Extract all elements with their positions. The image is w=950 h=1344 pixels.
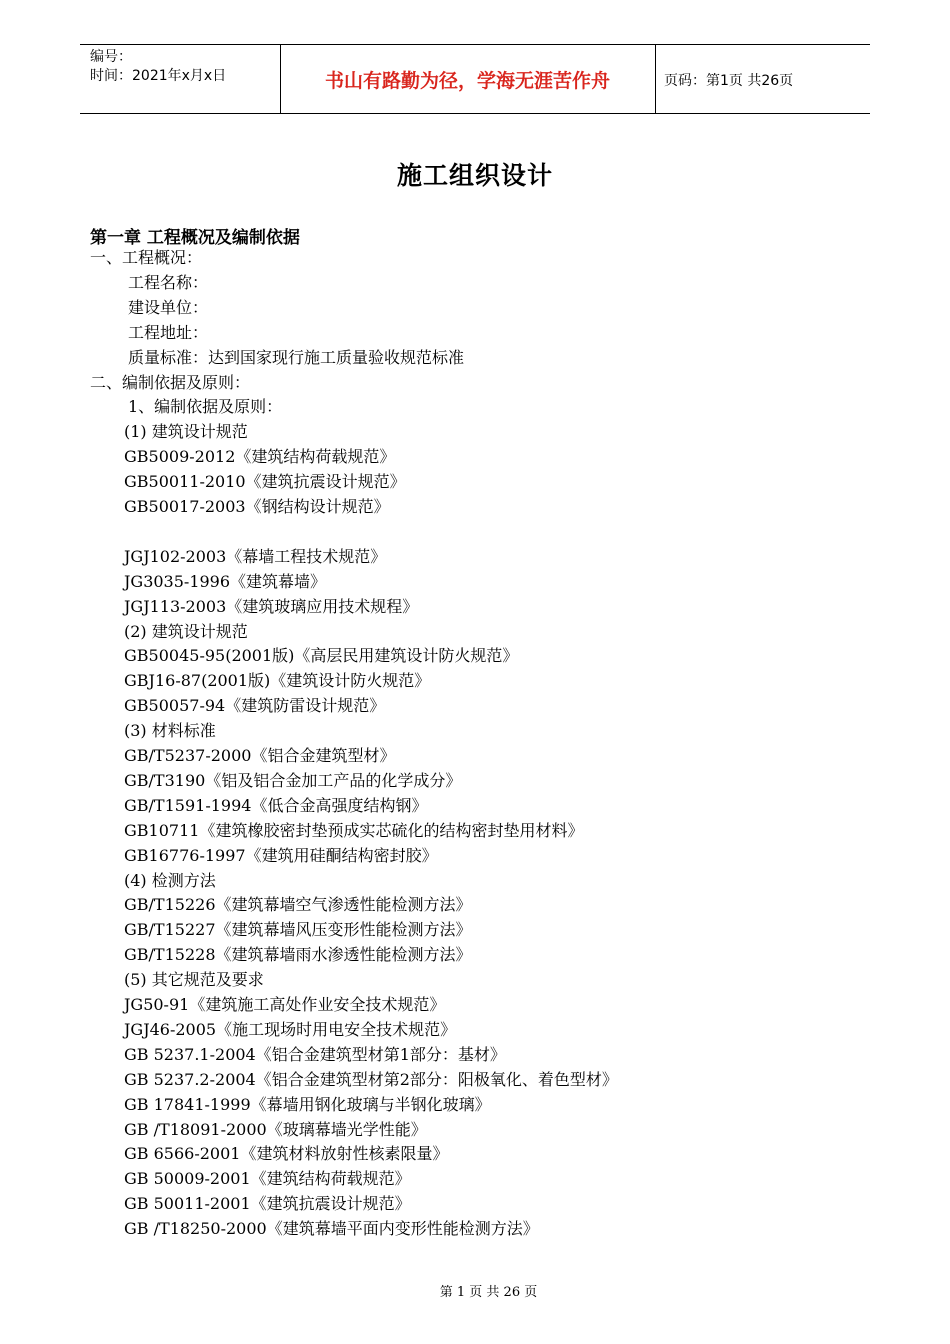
standard-item: GB 5237.2-2004《铝合金建筑型材第2部分：阳极氧化、着色型材》 <box>124 1069 618 1089</box>
standard-item: GB/T3190《铝及铝合金加工产品的化学成分》 <box>124 770 462 790</box>
standard-item: GB 5237.1-2004《铝合金建筑型材第1部分：基材》 <box>124 1044 506 1064</box>
body-line: 工程名称： <box>128 272 209 292</box>
document-title: 施工组织设计 <box>396 161 553 190</box>
chapter-heading: 第一章 工程概况及编制依据 <box>90 228 300 248</box>
standard-item: GB /T18250-2000《建筑幕墙平面内变形性能检测方法》 <box>124 1219 539 1239</box>
standard-item: GB/T15227《建筑幕墙风压变形性能检测方法》 <box>124 920 472 940</box>
standard-item: JG3035-1996《建筑幕墙》 <box>124 571 327 591</box>
body-line: 质量标准：达到国家现行施工质量验收规范标准 <box>128 347 465 367</box>
document-date-label: 时间：2021年x月x日 <box>90 68 227 84</box>
subsection-heading: (4) 检测方法 <box>124 870 216 890</box>
standard-item: GB10711《建筑橡胶密封垫预成实芯硫化的结构密封垫用材料》 <box>124 820 584 840</box>
standard-item: GB/T1591-1994《低合金高强度结构钢》 <box>124 795 428 815</box>
standard-item: JGJ113-2003《建筑玻璃应用技术规程》 <box>124 596 419 616</box>
subsection-heading: (2) 建筑设计规范 <box>124 621 248 641</box>
standard-item: GB/T5237-2000《铝合金建筑型材》 <box>124 746 396 765</box>
body-line: 工程地址： <box>128 322 209 342</box>
body-line: 建设单位： <box>128 297 209 317</box>
standard-item: GB/T15228《建筑幕墙雨水渗透性能检测方法》 <box>124 945 472 965</box>
subsection-heading: (1) 建筑设计规范 <box>124 422 248 442</box>
standard-item: GB50017-2003《钢结构设计规范》 <box>124 497 390 516</box>
section-heading: 一、工程概况： <box>90 248 203 267</box>
standard-item: GB/T15226《建筑幕墙空气渗透性能检测方法》 <box>124 895 472 915</box>
subsection-heading: (5) 其它规范及要求 <box>124 970 264 990</box>
standard-item: GBJ16-87(2001版)《建筑设计防火规范》 <box>124 671 431 691</box>
standard-item: GB16776-1997《建筑用硅酮结构密封胶》 <box>124 845 438 865</box>
header-bottom-rule <box>80 113 870 114</box>
standard-item: GB 6566-2001《建筑材料放射性核素限量》 <box>124 1144 449 1164</box>
standard-item: JGJ102-2003《幕墙工程技术规范》 <box>124 546 387 566</box>
standard-item: GB 50009-2001《建筑结构荷载规范》 <box>124 1169 411 1189</box>
standard-item: GB 50011-2001《建筑抗震设计规范》 <box>124 1194 411 1214</box>
section-heading: 二、编制依据及原则： <box>90 372 251 392</box>
standard-item: JGJ46-2005《施工现场时用电安全技术规范》 <box>124 1019 457 1039</box>
header-motto: 书山有路勤为径，学海无涯苦作舟 <box>324 70 610 92</box>
page-footer: 第 1 页 共 26 页 <box>439 1285 538 1300</box>
header-page-label: 页码：第1页 共26页 <box>664 73 794 89</box>
standard-item: GB50057-94《建筑防雷设计规范》 <box>124 696 386 716</box>
standard-item: GB50045-95(2001版)《高层民用建筑设计防火规范》 <box>124 646 519 666</box>
standard-item: GB 17841-1999《幕墙用钢化玻璃与半钢化玻璃》 <box>124 1094 491 1114</box>
header-meta <box>90 48 226 86</box>
header-divider <box>655 44 656 113</box>
standard-item: JG50-91《建筑施工高处作业安全技术规范》 <box>124 995 446 1014</box>
standard-item: GB50011-2010《建筑抗震设计规范》 <box>124 472 406 492</box>
standard-item: GB5009-2012《建筑结构荷载规范》 <box>124 447 396 467</box>
subsection-heading: (3) 材料标准 <box>124 721 216 741</box>
body-line: 1、编制依据及原则： <box>128 397 283 417</box>
document-number-label: 编号： <box>90 49 132 65</box>
standard-item: GB /T18091-2000《玻璃幕墙光学性能》 <box>124 1119 427 1139</box>
header-top-rule <box>80 44 870 45</box>
